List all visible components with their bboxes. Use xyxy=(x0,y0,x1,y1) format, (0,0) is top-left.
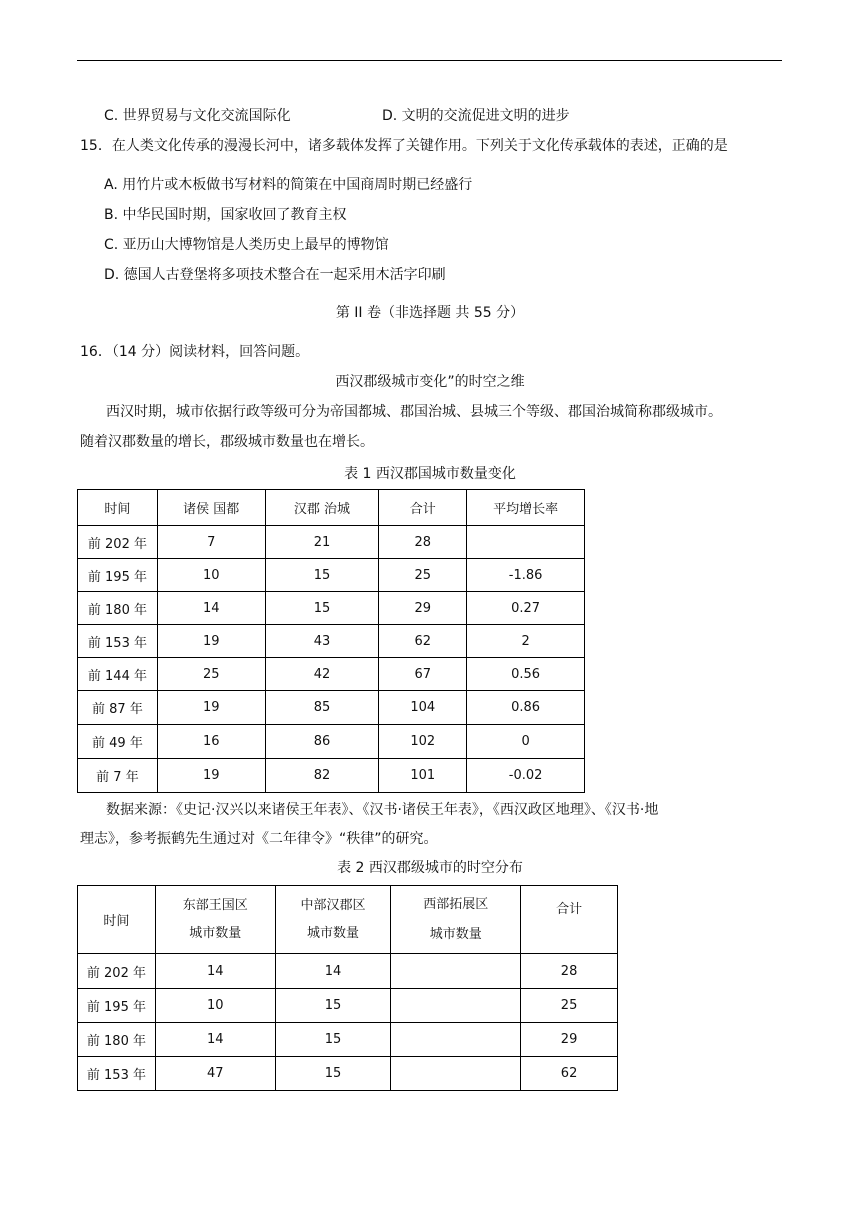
table2-header-label: 时间 xyxy=(103,914,130,929)
table-cell xyxy=(391,1023,521,1057)
table-cell: 前 195 年 xyxy=(78,989,156,1023)
table2-header-label: 城市数量 xyxy=(429,927,482,942)
table-cell: 前 7 年 xyxy=(78,759,158,793)
table-cell: 10 xyxy=(157,559,265,592)
table-cell: 42 xyxy=(265,658,379,691)
table-cell: 前 49 年 xyxy=(78,725,158,759)
table1-header: 平均增长率 xyxy=(467,490,585,526)
table1-header: 汉郡 治城 xyxy=(265,490,379,526)
table-cell: 15 xyxy=(265,592,379,625)
table-cell: 25 xyxy=(157,658,265,691)
table-cell xyxy=(467,526,585,559)
table2-header-label: 东部王国区 xyxy=(182,897,248,913)
table-cell: 16 xyxy=(157,725,265,759)
table-cell: 19 xyxy=(157,759,265,793)
table-cell: 25 xyxy=(379,559,467,592)
table-cell: 62 xyxy=(521,1057,618,1091)
table-cell xyxy=(391,1057,521,1091)
table-cell: 14 xyxy=(275,954,391,989)
table-cell: 19 xyxy=(157,625,265,658)
table-cell: 0.86 xyxy=(467,691,585,725)
table-cell xyxy=(391,954,521,989)
table-cell: 19 xyxy=(157,691,265,725)
q14-option-d: D. 文明的交流促进文明的进步 xyxy=(382,108,570,124)
table-cell: 前 202 年 xyxy=(78,526,158,559)
table-row xyxy=(78,592,585,625)
table2-header-label: 中部汉郡区 xyxy=(300,897,366,913)
q15-stem: 15．在人类文化传承的漫漫长河中，诸多载体发挥了关键作用。下列关于文化传承载体的表述，正确的是 xyxy=(80,138,728,154)
table-cell: 62 xyxy=(379,625,467,658)
table2-header-label: 城市数量 xyxy=(189,925,242,941)
table-cell: 15 xyxy=(265,559,379,592)
table-cell: 28 xyxy=(521,954,618,989)
table-cell: 14 xyxy=(155,954,275,989)
material-paragraph: 西汉时期，城市依据行政等级可分为帝国都城、郡国治城、县城三个等级、郡国治城简称郡级城市。 xyxy=(106,404,722,420)
table-row xyxy=(78,658,585,691)
table1-header: 诸侯 国都 xyxy=(157,490,265,526)
table2-header xyxy=(78,886,156,954)
table-cell: 0.27 xyxy=(467,592,585,625)
table-cell: 前 202 年 xyxy=(78,954,156,989)
table-cell: 2 xyxy=(467,625,585,658)
table1-header: 合计 xyxy=(379,490,467,526)
table-cell: 15 xyxy=(275,989,391,1023)
table-cell: 86 xyxy=(265,725,379,759)
source-note-cont: 理志》，参考振鹤先生通过对《二年律令》“秩律”的研究。 xyxy=(80,831,438,847)
table-cell: 15 xyxy=(275,1023,391,1057)
q15-option-d: D. 德国人古登堡将多项技术整合在一起采用木活字印刷 xyxy=(104,267,446,283)
table-row xyxy=(78,759,585,793)
table-row xyxy=(78,954,618,989)
table-cell xyxy=(391,989,521,1023)
table-cell: 7 xyxy=(157,526,265,559)
material-paragraph-cont: 随着汉郡数量的增长，郡级城市数量也在增长。 xyxy=(80,434,374,450)
table-cell: 47 xyxy=(155,1057,275,1091)
table2-header-row xyxy=(78,886,618,954)
table-cell: 101 xyxy=(379,759,467,793)
table-cell: 前 195 年 xyxy=(78,559,158,592)
table-cell: 前 153 年 xyxy=(78,625,158,658)
table-cell: 前 153 年 xyxy=(78,1057,156,1091)
table-cell: 前 144 年 xyxy=(78,658,158,691)
table2-header-label: 城市数量 xyxy=(307,925,360,941)
table-cell: -0.02 xyxy=(467,759,585,793)
section-title: 第 II 卷（非选择题 共 55 分） xyxy=(335,305,525,321)
table-row xyxy=(78,989,618,1023)
table-cell: 82 xyxy=(265,759,379,793)
table1-caption: 表 1 西汉郡国城市数量变化 xyxy=(344,466,516,482)
q15-option-c: C. 亚历山大博物馆是人类历史上最早的博物馆 xyxy=(104,237,389,253)
table-cell: 67 xyxy=(379,658,467,691)
table1-header-row xyxy=(78,490,585,526)
header-rule xyxy=(77,60,782,61)
table2-caption: 表 2 西汉郡级城市的时空分布 xyxy=(337,860,523,876)
table-cell: 0.56 xyxy=(467,658,585,691)
table1-header: 时间 xyxy=(78,490,158,526)
table2-header-label: 西部拓展区 xyxy=(423,897,489,912)
table-row xyxy=(78,625,585,658)
table2 xyxy=(77,885,618,1091)
table-cell: 21 xyxy=(265,526,379,559)
source-note: 数据来源：《史记·汉兴以来诸侯王年表》、《汉书·诸侯王年表》，《西汉政区地理》、《汉书·地 xyxy=(106,802,659,818)
table-cell: 前 180 年 xyxy=(78,592,158,625)
q16-stem: 16．（14 分）阅读材料，回答问题。 xyxy=(80,344,310,360)
table-cell: 102 xyxy=(379,725,467,759)
table-cell: 29 xyxy=(521,1023,618,1057)
table-cell: 14 xyxy=(155,1023,275,1057)
q14-option-c: C. 世界贸易与文化交流国际化 xyxy=(104,108,291,124)
table-cell: 前 180 年 xyxy=(78,1023,156,1057)
table1 xyxy=(77,489,585,793)
table-cell: 29 xyxy=(379,592,467,625)
table-row xyxy=(78,1023,618,1057)
table-cell: 0 xyxy=(467,725,585,759)
table2-header-label: 合计 xyxy=(556,902,583,917)
table2-header xyxy=(391,886,521,954)
table-row xyxy=(78,725,585,759)
table-cell: 104 xyxy=(379,691,467,725)
table-row xyxy=(78,526,585,559)
table2-header xyxy=(275,886,391,954)
table-cell: 25 xyxy=(521,989,618,1023)
table-cell: 14 xyxy=(157,592,265,625)
table-row xyxy=(78,1057,618,1091)
table-row xyxy=(78,691,585,725)
table-cell: 10 xyxy=(155,989,275,1023)
table-cell: 15 xyxy=(275,1057,391,1091)
table-row xyxy=(78,559,585,592)
q15-option-a: A. 用竹片或木板做书写材料的简策在中国商周时期已经盛行 xyxy=(104,177,473,193)
table-cell: 85 xyxy=(265,691,379,725)
table-cell: 前 87 年 xyxy=(78,691,158,725)
material-title: 西汉郡级城市变化”的时空之维 xyxy=(335,374,525,390)
q15-option-b: B. 中华民国时期，国家收回了教育主权 xyxy=(104,207,347,223)
table-cell: -1.86 xyxy=(467,559,585,592)
table2-header xyxy=(155,886,275,954)
table-cell: 43 xyxy=(265,625,379,658)
table-cell: 28 xyxy=(379,526,467,559)
table2-header xyxy=(521,886,618,954)
